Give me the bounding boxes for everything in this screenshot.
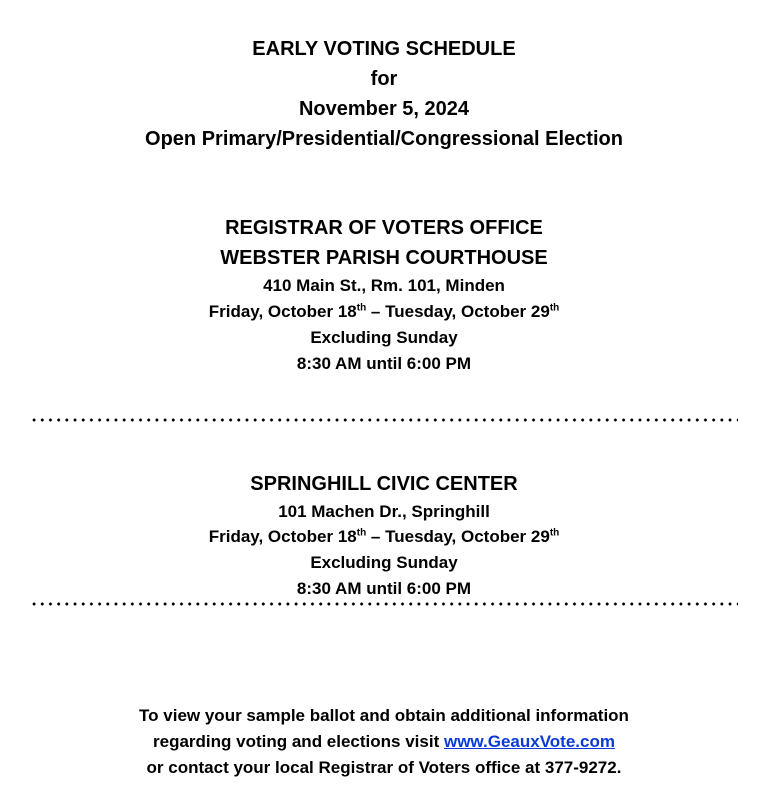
dotted-divider-1 bbox=[30, 418, 738, 422]
footer-line3: or contact your local Registrar of Voters office at 377-9272. bbox=[146, 758, 622, 777]
location2-start-suffix: th bbox=[356, 527, 367, 539]
geauxvote-link[interactable]: www.GeauxVote.com bbox=[443, 732, 615, 751]
footer-line2 bbox=[0, 733, 768, 750]
location1-end-suffix: th bbox=[549, 302, 560, 314]
page-title: EARLY VOTING SCHEDULE bbox=[252, 38, 516, 60]
location2-address: 101 Machen Dr., Springhill bbox=[278, 502, 490, 521]
location1-name-line2: WEBSTER PARISH COURTHOUSE bbox=[220, 247, 548, 269]
footer-line1: To view your sample ballot and obtain additional information bbox=[139, 706, 629, 725]
location1-address: 410 Main St., Rm. 101, Minden bbox=[263, 276, 505, 295]
location1-exclusion: Excluding Sunday bbox=[310, 328, 458, 347]
location1-start-date: Friday, October 18 bbox=[208, 302, 357, 321]
location2-end-suffix: th bbox=[549, 527, 560, 539]
location1-end-date: – Tuesday, October 29 bbox=[366, 302, 550, 321]
location2-name-line1: SPRINGHILL CIVIC CENTER bbox=[250, 473, 518, 495]
dotted-divider-2 bbox=[30, 602, 738, 606]
location2-exclusion: Excluding Sunday bbox=[310, 553, 458, 572]
election-name: Open Primary/Presidential/Congressional Election bbox=[145, 128, 623, 150]
location1-hours: 8:30 AM until 6:00 PM bbox=[296, 354, 472, 373]
location2-dates bbox=[0, 528, 768, 545]
location2-start-date: Friday, October 18 bbox=[208, 527, 357, 546]
location1-start-suffix: th bbox=[356, 302, 367, 314]
location2-end-date: – Tuesday, October 29 bbox=[366, 527, 550, 546]
location2-hours: 8:30 AM until 6:00 PM bbox=[296, 579, 472, 598]
footer-line2-prefix: regarding voting and elections visit bbox=[153, 732, 444, 751]
location1-name-line1: REGISTRAR OF VOTERS OFFICE bbox=[225, 217, 543, 239]
election-date: November 5, 2024 bbox=[298, 98, 470, 120]
location1-dates bbox=[0, 303, 768, 320]
title-for-text: for bbox=[370, 68, 398, 90]
